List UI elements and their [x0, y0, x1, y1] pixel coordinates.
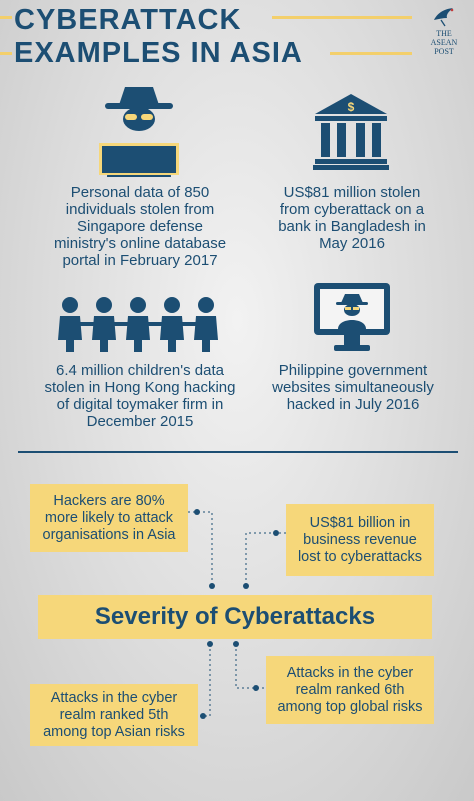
fact-text-3: Attacks in the cyber realm ranked 6th among top global risks	[277, 664, 423, 715]
severity-title: Severity of Cyberattacks	[38, 595, 432, 639]
fact-box-1	[30, 484, 188, 552]
bird-logo-icon	[431, 6, 457, 28]
logo-line-3: POST	[434, 47, 454, 56]
children-icon	[58, 296, 218, 352]
example-caption-2: US$81 million stolen from cyberattack on a bank in Bangladesh in May 2016	[278, 184, 426, 252]
logo-line-1: THE	[436, 29, 452, 38]
example-caption-3: 6.4 million children's data stolen in Hong Kong hacking of digital toymaker firm in December 2015	[44, 362, 236, 430]
fact-text-1: Hackers are 80% more likely to attack organisations in Asia	[42, 492, 176, 543]
the-asean-post-logo	[422, 6, 466, 64]
title-accent-bar-2	[272, 16, 412, 19]
logo-line-2: ASEAN	[430, 38, 458, 47]
fact-text-4: Attacks in the cyber realm ranked 5th among top Asian risks	[43, 689, 185, 740]
title-accent-bar-4	[330, 52, 412, 55]
section-divider	[18, 451, 458, 453]
fact-box-2	[286, 504, 434, 576]
bank-icon	[313, 92, 389, 170]
fact-text-2: US$81 billion in business revenue lost to cyberattacks	[297, 514, 423, 565]
title-line-1: CYBERATTACK	[14, 4, 242, 36]
example-caption-4: Philippine government websites simultaneously hacked in July 2016	[272, 362, 434, 413]
hacked-monitor-icon	[314, 283, 390, 353]
fact-box-3	[266, 656, 434, 724]
title-line-2: EXAMPLES IN ASIA	[14, 37, 303, 69]
title-accent-bar-3	[0, 52, 12, 55]
svg-text:$: $	[347, 100, 355, 114]
page-title	[14, 4, 303, 70]
hacker-laptop-icon	[97, 83, 181, 177]
fact-box-4	[30, 684, 198, 746]
title-accent-bar-1	[0, 16, 12, 19]
example-caption-1: Personal data of 850 individuals stolen from Singapore defense ministry's online database portal in February 2017	[53, 184, 227, 269]
